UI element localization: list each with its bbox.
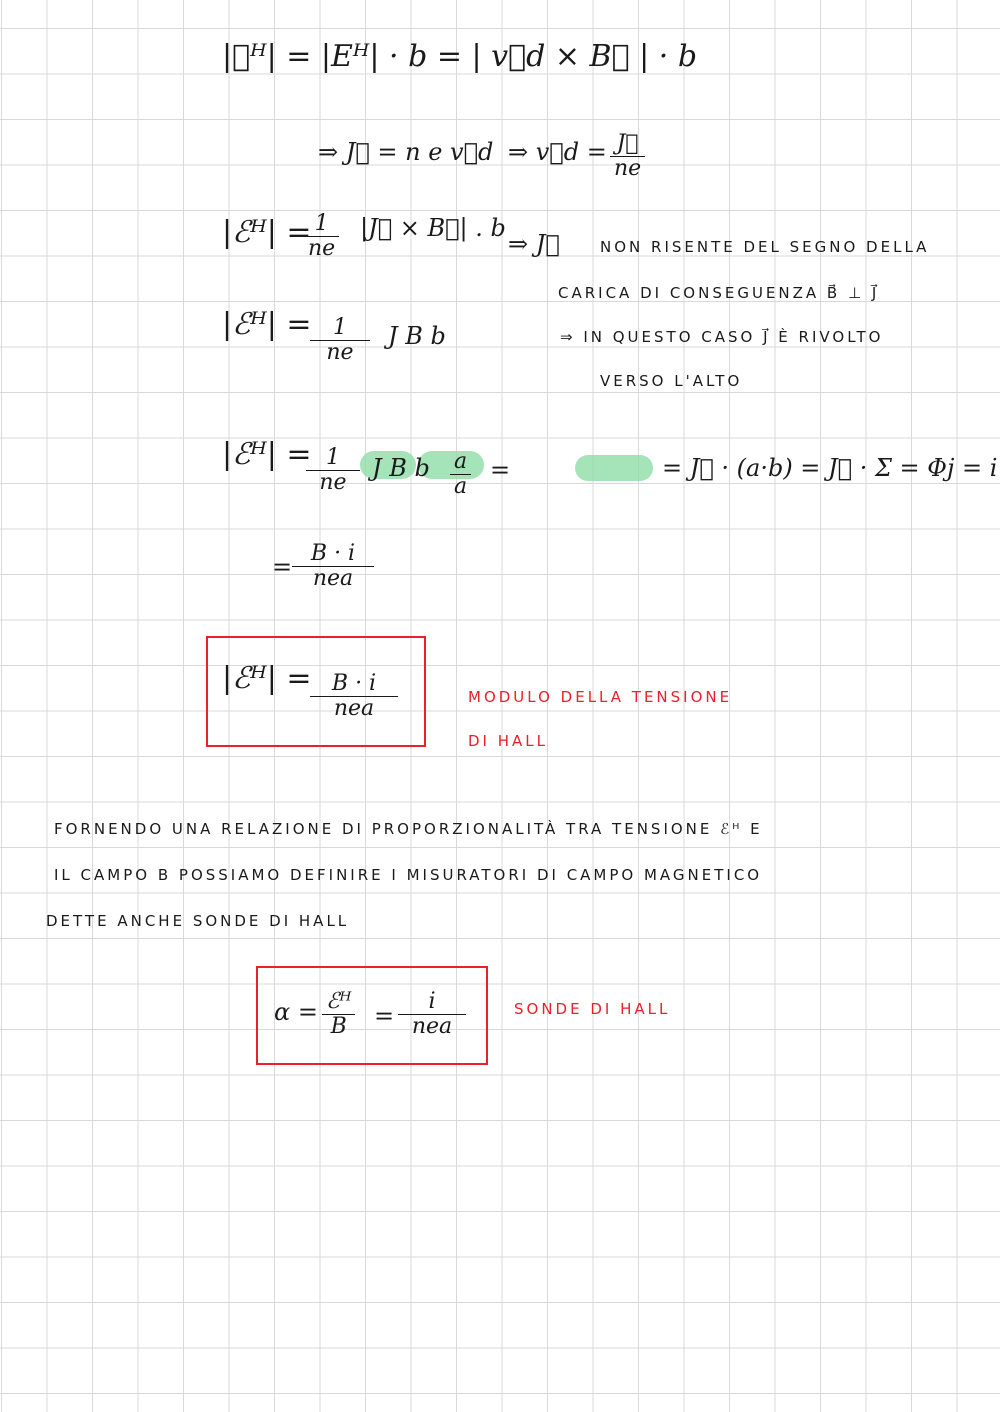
label-di-hall: DI HALL	[468, 732, 548, 750]
fraction-numerator: B · i	[310, 541, 356, 566]
fraction-denominator: nea	[411, 1014, 453, 1040]
equation-line-1: |ℰᴴ| = |Eᴴ| · b = | v⃗d × B⃗ | · b	[222, 39, 698, 74]
fraction-numerator: J⃗	[616, 131, 639, 156]
note-line-3: ⇒ IN QUESTO CASO J⃗ È RIVOLTO	[560, 328, 884, 346]
highlight-right	[575, 455, 653, 481]
fraction-one-over-ne	[310, 316, 370, 365]
fraction-numerator: 1	[333, 315, 347, 340]
fraction-numerator: B · i	[331, 671, 377, 696]
equation-line-2-left: ⇒ J⃗ = n e v⃗d	[318, 138, 494, 166]
fraction-one-over-ne	[306, 446, 360, 495]
box2-eq: =	[374, 1002, 395, 1030]
equation-line-2-right: ⇒ v⃗d =	[508, 138, 607, 166]
fraction-denominator: ne	[308, 236, 336, 262]
label-modulo-tensione: MODULO DELLA TENSIONE	[468, 688, 733, 706]
equation-line-4-lhs: |ℰᴴ| =	[222, 307, 312, 342]
fraction-numerator: a	[454, 449, 468, 474]
fraction-numerator: ℰᴴ	[326, 989, 352, 1014]
fraction-denominator: nea	[333, 696, 375, 722]
fraction-j-over-ne	[610, 132, 645, 181]
fraction-i-over-nea	[398, 990, 466, 1039]
fraction-denominator: ne	[319, 470, 347, 496]
fraction-denominator: a	[454, 474, 468, 500]
fraction-one-over-ne	[304, 212, 339, 261]
equation-line-5-lhs: |ℰᴴ| =	[222, 437, 312, 472]
equation-line-4-rest: J B b	[388, 322, 446, 350]
fraction-a-over-a	[450, 450, 471, 499]
box2-alpha: α =	[274, 998, 318, 1026]
equation-line-5-eq: =	[490, 456, 511, 484]
paragraph-line-1: FORNENDO UNA RELAZIONE DI PROPORZIONALITÀ TRA TENSIONE ℰᴴ E	[54, 820, 763, 838]
note-line-1: NON RISENTE DEL SEGNO DELLA	[600, 238, 930, 256]
equation-line-3-lhs: |ℰᴴ| =	[222, 215, 312, 250]
note-arrow-j: ⇒ J⃗	[508, 230, 560, 258]
fraction-numerator: 1	[326, 445, 340, 470]
note-line-2: CARICA DI CONSEGUENZA B⃗ ⊥ J⃗	[558, 284, 880, 302]
paragraph-line-3: DETTE ANCHE SONDE DI HALL	[46, 912, 350, 930]
equation-line-3-rest: |J⃗ × B⃗| . b	[360, 214, 506, 242]
fraction-eh-over-b	[322, 990, 355, 1039]
equation-line-5-jbb: J B b	[372, 454, 430, 482]
fraction-denominator: ne	[326, 340, 354, 366]
fraction-denominator: nea	[312, 566, 354, 592]
fraction-numerator: i	[428, 989, 436, 1014]
fraction-numerator: 1	[314, 211, 329, 236]
fraction-denominator: B	[330, 1014, 347, 1040]
fraction-denominator: ne	[614, 156, 642, 182]
equation-line-6-eq: =	[272, 553, 293, 581]
fraction-bi-over-nea	[310, 672, 398, 721]
label-sonde-di-hall: SONDE DI HALL	[514, 1000, 671, 1018]
fraction-bi-over-nea	[292, 542, 374, 591]
note-line-4: VERSO L'ALTO	[600, 372, 743, 390]
box1-lhs: |ℰᴴ| =	[222, 661, 312, 696]
equation-line-5-right: = J⃗ · (a·b) = J⃗ · Σ = Φj = i	[662, 454, 998, 482]
paragraph-line-2: IL CAMPO B POSSIAMO DEFINIRE I MISURATORI DI CAMPO MAGNETICO	[54, 866, 763, 884]
